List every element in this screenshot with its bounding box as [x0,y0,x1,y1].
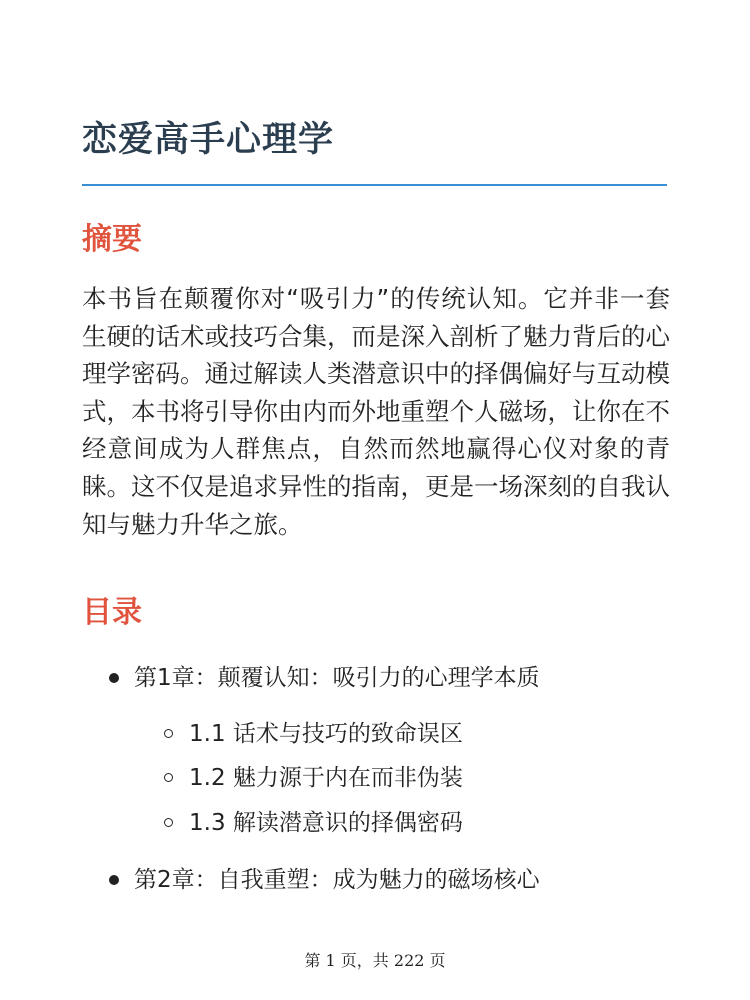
toc-chapter-1[interactable] [134,660,540,696]
bullet-dot-icon [109,875,119,885]
toc-heading: 目录 [82,595,142,630]
abstract-heading: 摘要 [82,222,142,257]
title-divider [82,184,667,186]
bullet-circle-icon [164,729,173,738]
bullet-circle-icon [164,773,173,782]
document-title: 恋爱高手心理学 [82,120,335,160]
toc-section-label: 1.1 话术与技巧的致命误区 [189,721,463,747]
abstract-paragraph: 本书旨在颠覆你对“吸引力”的传统认知。它并非一套生硬的话术或技巧合集，而是深入剖析了魅力背后的心理学密码。通过解读人类潜意识中的择偶偏好与互动模式，本书将引导你由内而外地重塑个人磁场，让你在不经意间成为人群焦点，自然而然地赢得心仪对象的青睐。这不仅是追求异性的指南，更是一场深刻的自我认知与魅力升华之旅。 [82,284,670,539]
bullet-dot-icon [109,673,119,683]
toc-section-1-1[interactable] [189,716,463,752]
toc-section-label: 1.3 解读潜意识的择偶密码 [189,810,463,836]
toc-section-label: 1.2 魅力源于内在而非伪装 [189,765,463,791]
toc-chapter-label: 第1章：颠覆认知：吸引力的心理学本质 [134,665,540,691]
bullet-circle-icon [164,818,173,827]
page-number: 第 1 页，共 222 页 [304,951,446,970]
toc-section-1-3[interactable] [189,805,463,841]
toc-chapter-2[interactable] [134,862,540,898]
toc-chapter-label: 第2章：自我重塑：成为魅力的磁场核心 [134,867,540,893]
toc-section-1-2[interactable] [189,760,463,796]
